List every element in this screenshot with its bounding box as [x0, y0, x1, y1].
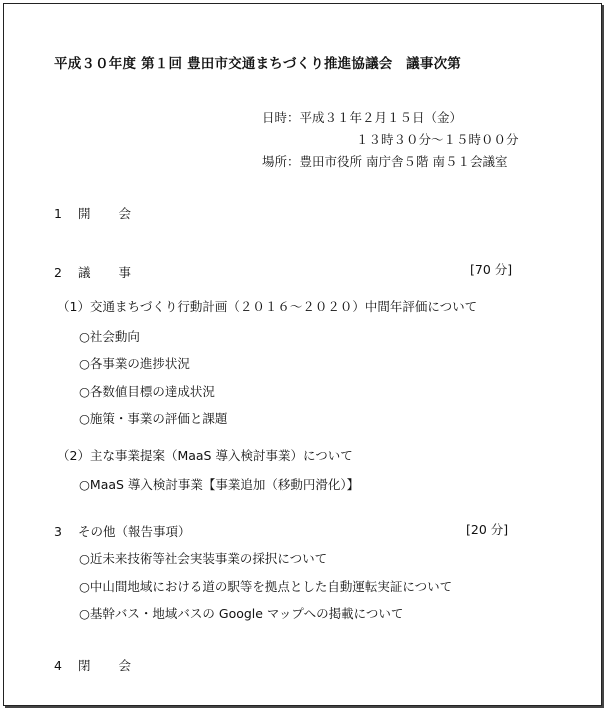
section-label-char: 閉 [78, 658, 91, 673]
section-label: その他（報告事項） [78, 524, 191, 539]
section-closing [54, 656, 131, 674]
list-item: ○施策・事業の評価と課題 [79, 411, 228, 426]
meeting-time: １３時３０分～１５時００分 [356, 132, 519, 147]
list-item: ○MaaS 導入検討事業【事業追加（移動円滑化）】 [79, 477, 360, 492]
section-other [54, 522, 191, 540]
section-label-char: 開 [78, 206, 91, 221]
list-item: ○各事業の進捗状況 [79, 356, 190, 371]
section-number: 4 [54, 658, 62, 673]
list-item: ○各数値目標の達成状況 [79, 384, 215, 399]
subsection-heading: （2）主な事業提案（MaaS 導入検討事業）について [57, 448, 353, 463]
section-time-badge: [70 分] [470, 262, 513, 277]
section-label-char: 会 [118, 206, 132, 221]
section-opening [54, 204, 131, 222]
section-label-char: 議 [78, 265, 91, 280]
meeting-date: 日時：平成３１年２月１５日（金） [262, 110, 463, 125]
section-label-char: 会 [118, 658, 132, 673]
meeting-place: 場所：豊田市役所 南庁舎５階 南５１会議室 [262, 154, 508, 169]
section-label-char: 事 [118, 265, 132, 280]
section-number: 2 [54, 265, 62, 280]
list-item: ○近未来技術等社会実装事業の採択について [79, 551, 328, 566]
list-item: ○基幹バス・地域バスの Google マップへの掲載について [79, 606, 404, 621]
section-number: 1 [54, 206, 62, 221]
subsection-heading: （1）交通まちづくり行動計画（２０１６～２０２０）中間年評価について [57, 299, 478, 314]
section-number: 3 [54, 524, 62, 539]
section-time-badge: [20 分] [466, 522, 509, 537]
list-item: ○中山間地域における道の駅等を拠点とした自動運転実証について [79, 579, 453, 594]
list-item: ○社会動向 [79, 329, 140, 344]
section-agenda [54, 263, 131, 281]
document-page [3, 3, 602, 706]
document-title: 平成３０年度 第１回 豊田市交通まちづくり推進協議会 議事次第 [54, 56, 461, 72]
